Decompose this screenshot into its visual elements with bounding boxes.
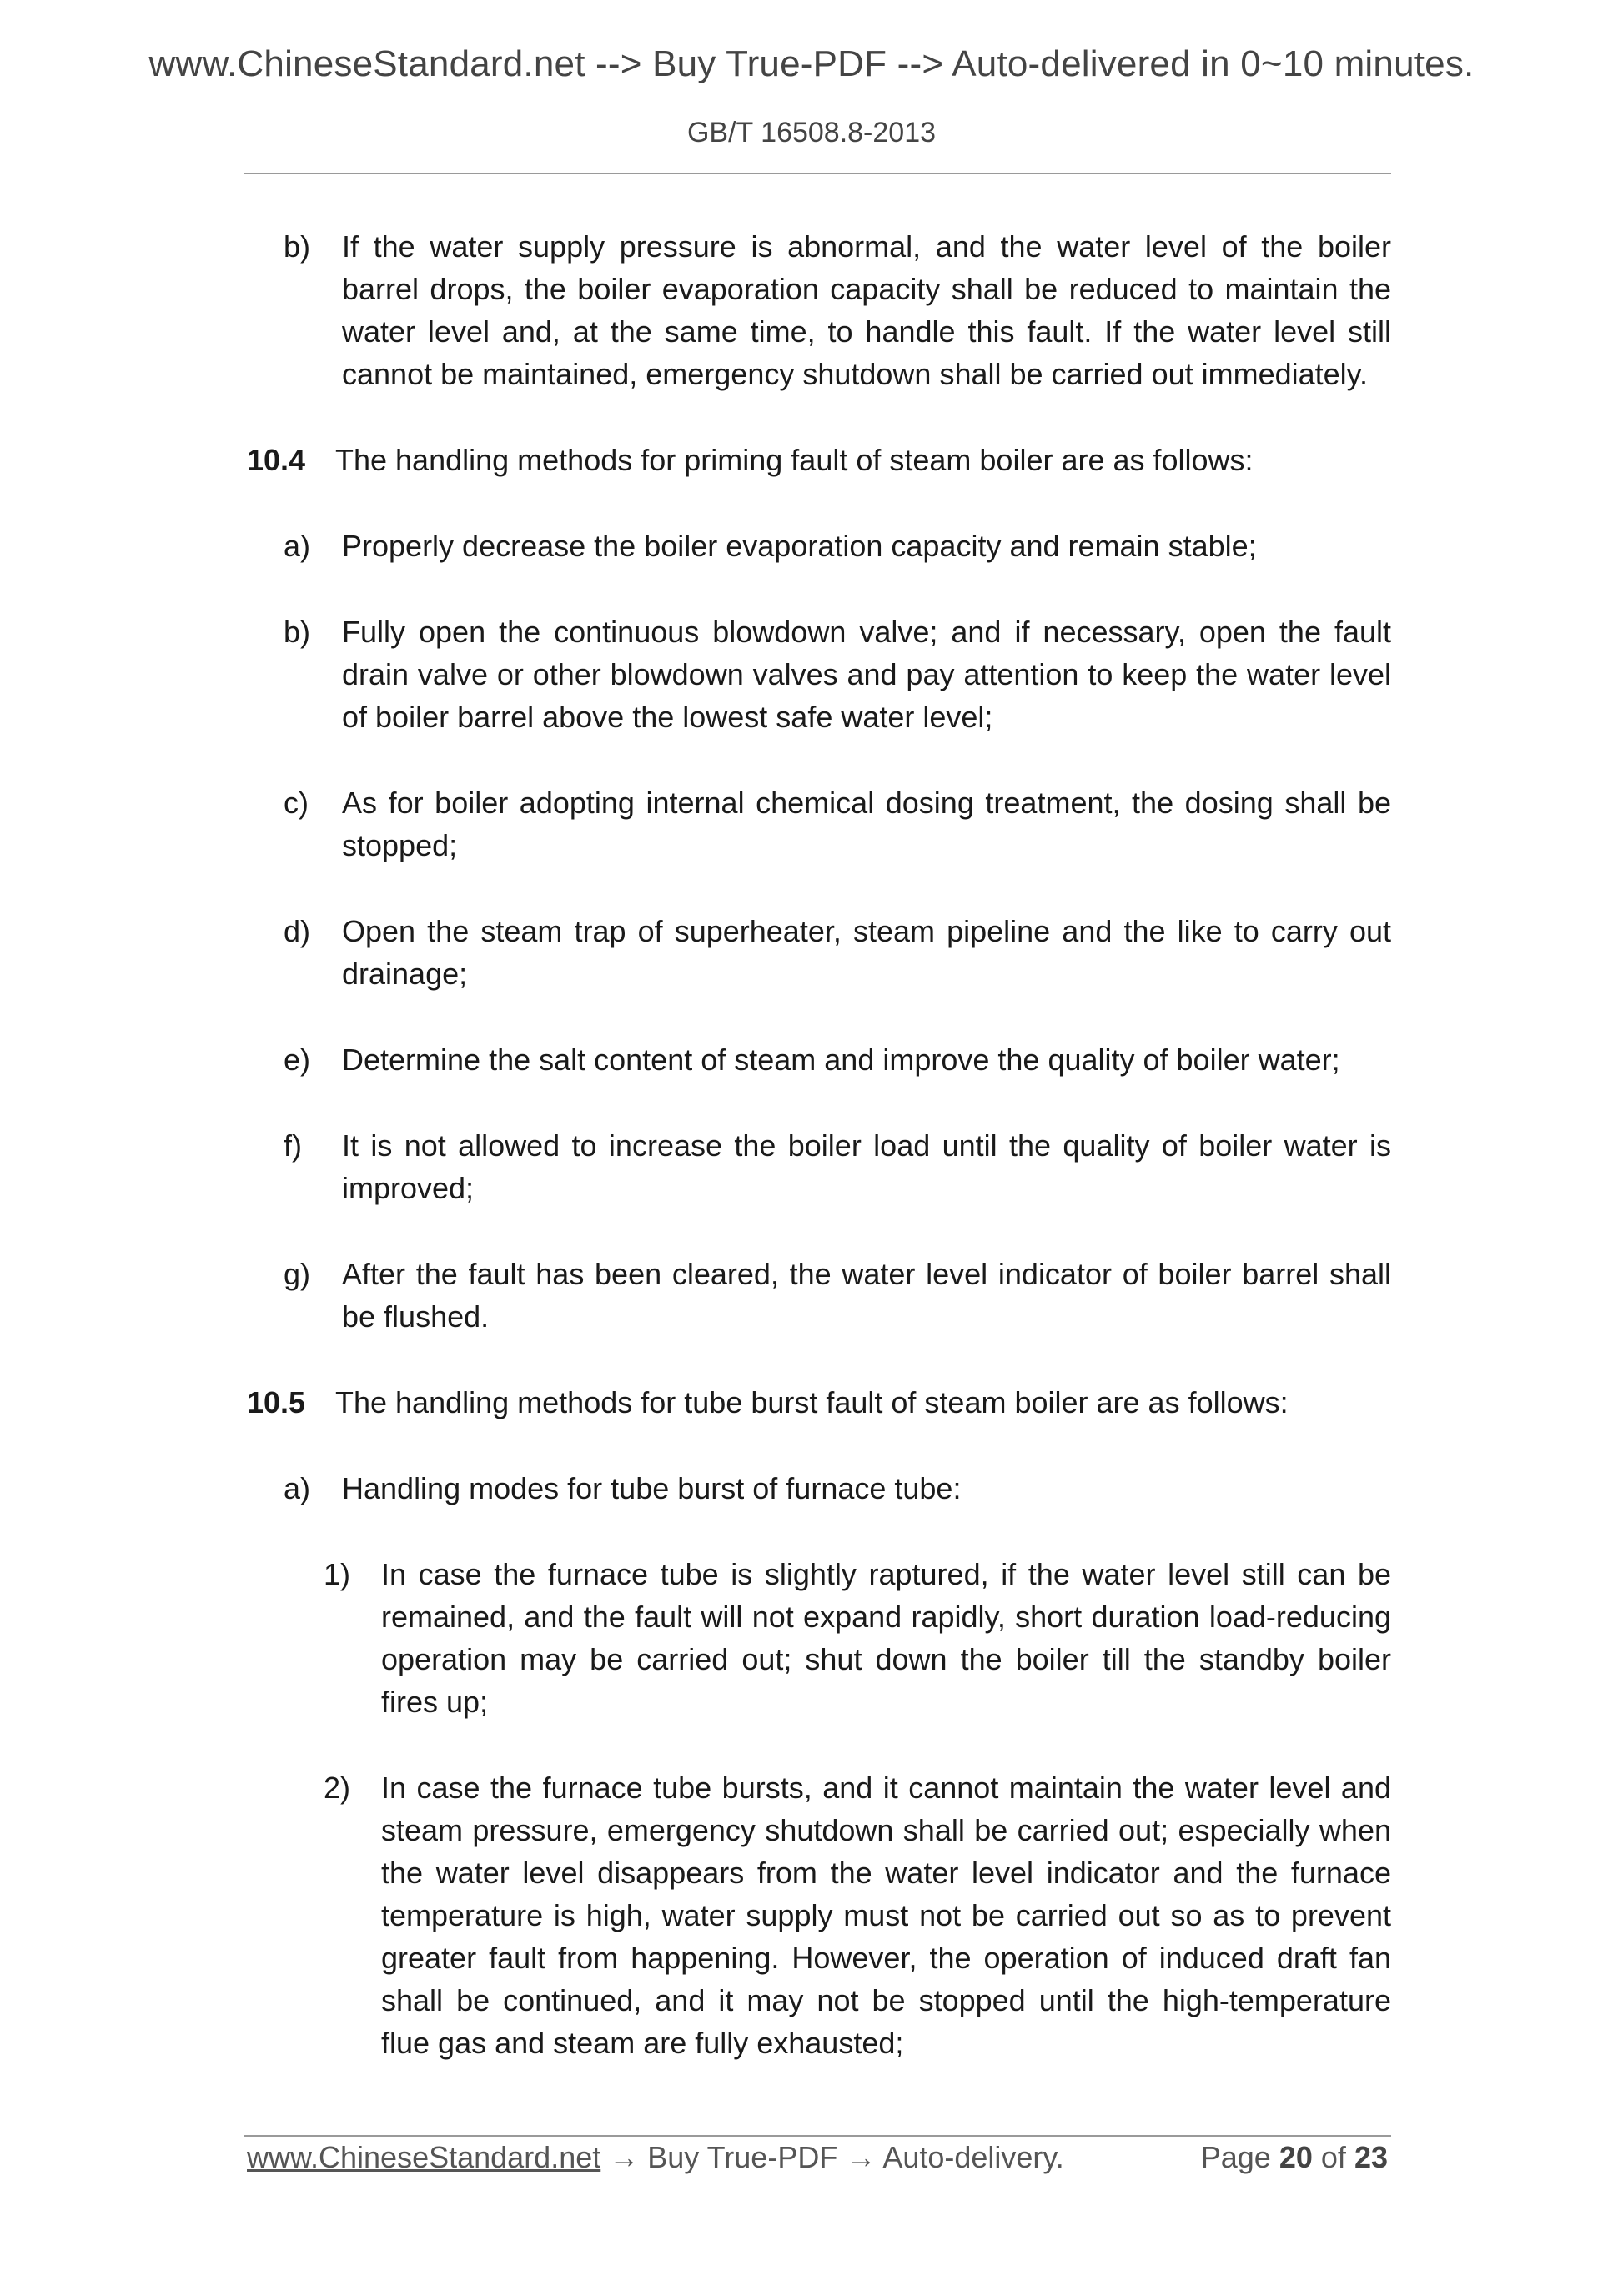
list-item-b-continued <box>244 225 1391 395</box>
total-pages: 23 <box>1354 2140 1388 2174</box>
clause-10-5 <box>244 1381 1391 1424</box>
clause-text: The handling methods for priming fault of steam boiler are as follows: <box>335 443 1254 477</box>
clause-number: 10.5 <box>247 1385 306 1419</box>
list-item <box>244 910 1391 995</box>
item-text: Handling modes for tube burst of furnace tube: <box>342 1471 962 1505</box>
footer-rule <box>244 2135 1391 2137</box>
item-label: a) <box>284 1471 311 1505</box>
list-item <box>244 1124 1391 1209</box>
page-content <box>244 225 1391 2108</box>
of-word: of <box>1320 2140 1346 2174</box>
item-label: c) <box>284 786 309 820</box>
page-indicator <box>1201 2140 1388 2175</box>
footer-tagline: → Buy True-PDF → Auto-delivery. <box>600 2140 1064 2174</box>
sub-item-label: 2) <box>324 1771 351 1805</box>
page-footer <box>247 2140 1391 2190</box>
item-text: Open the steam trap of superheater, steam pipeline and the like to carry out drainage; <box>342 914 1391 991</box>
header-banner: www.ChineseStandard.net --> Buy True-PDF --> Auto-delivered in 0~10 minutes. <box>148 43 1475 84</box>
item-label: f) <box>284 1128 302 1163</box>
item-text: Fully open the continuous blowdown valve; and if necessary, open the fault drain valve or other blowdown valves and pay attention to keep the water level of boiler barrel above the lowest safe water level; <box>342 615 1391 734</box>
item-text: Determine the salt content of steam and improve the quality of boiler water; <box>342 1042 1340 1077</box>
list-item <box>244 525 1391 567</box>
item-label: a) <box>284 529 311 563</box>
sub-item-label: 1) <box>324 1557 351 1591</box>
sub-item-text: In case the furnace tube bursts, and it cannot maintain the water level and steam pressure, emergency shutdown shall be carried out; especially when the water level disappears from the water level indicator and the furnace temperature is high, water supply must not be carried out so as to prevent greater fault from happening. However, the operation of induced draft fan shall be continued, and it may not be stopped until the high-temperature flue gas and steam are fully exhausted; <box>381 1771 1391 2060</box>
list-item <box>244 1253 1391 1338</box>
clause-text: The handling methods for tube burst fault of steam boiler are as follows: <box>335 1385 1289 1419</box>
sub-item-text: In case the furnace tube is slightly raptured, if the water level still can be remained, and the fault will not expand rapidly, short duration load-reducing operation may be carried out; shut down the boiler till the standby boiler fires up; <box>381 1557 1391 1719</box>
page-word: Page <box>1200 2140 1271 2174</box>
document-id: GB/T 16508.8-2013 <box>686 117 937 148</box>
item-text: As for boiler adopting internal chemical dosing treatment, the dosing shall be stopped; <box>342 786 1391 862</box>
item-label: b) <box>284 229 311 264</box>
list-item <box>244 781 1391 867</box>
item-label: e) <box>284 1042 311 1077</box>
header-rule <box>244 173 1391 174</box>
page-number: 20 <box>1279 2140 1313 2174</box>
item-label: d) <box>284 914 311 948</box>
item-label: b) <box>284 615 311 649</box>
item-label: g) <box>284 1257 311 1291</box>
clause-number: 10.4 <box>247 443 306 477</box>
item-text: After the fault has been cleared, the water level indicator of boiler barrel shall be flushed. <box>342 1257 1391 1334</box>
list-item <box>244 1038 1391 1081</box>
list-item <box>244 610 1391 738</box>
footer-site-link[interactable]: www.ChineseStandard.net <box>247 2140 601 2174</box>
item-text: It is not allowed to increase the boiler load until the quality of boiler water is improved; <box>342 1128 1391 1205</box>
clause-10-4 <box>244 439 1391 481</box>
sub-list-item <box>244 1553 1391 1723</box>
list-item <box>244 1467 1391 1510</box>
item-text: If the water supply pressure is abnormal, and the water level of the boiler barrel drops, the boiler evaporation capacity shall be reduced to maintain the water level and, at the same time, to handle this fault. If the water level still cannot be maintained, emergency shutdown shall be carried out immediately. <box>342 229 1391 391</box>
item-text: Properly decrease the boiler evaporation capacity and remain stable; <box>342 529 1257 563</box>
sub-list-item <box>244 1766 1391 2064</box>
footer-left <box>247 2140 1064 2175</box>
